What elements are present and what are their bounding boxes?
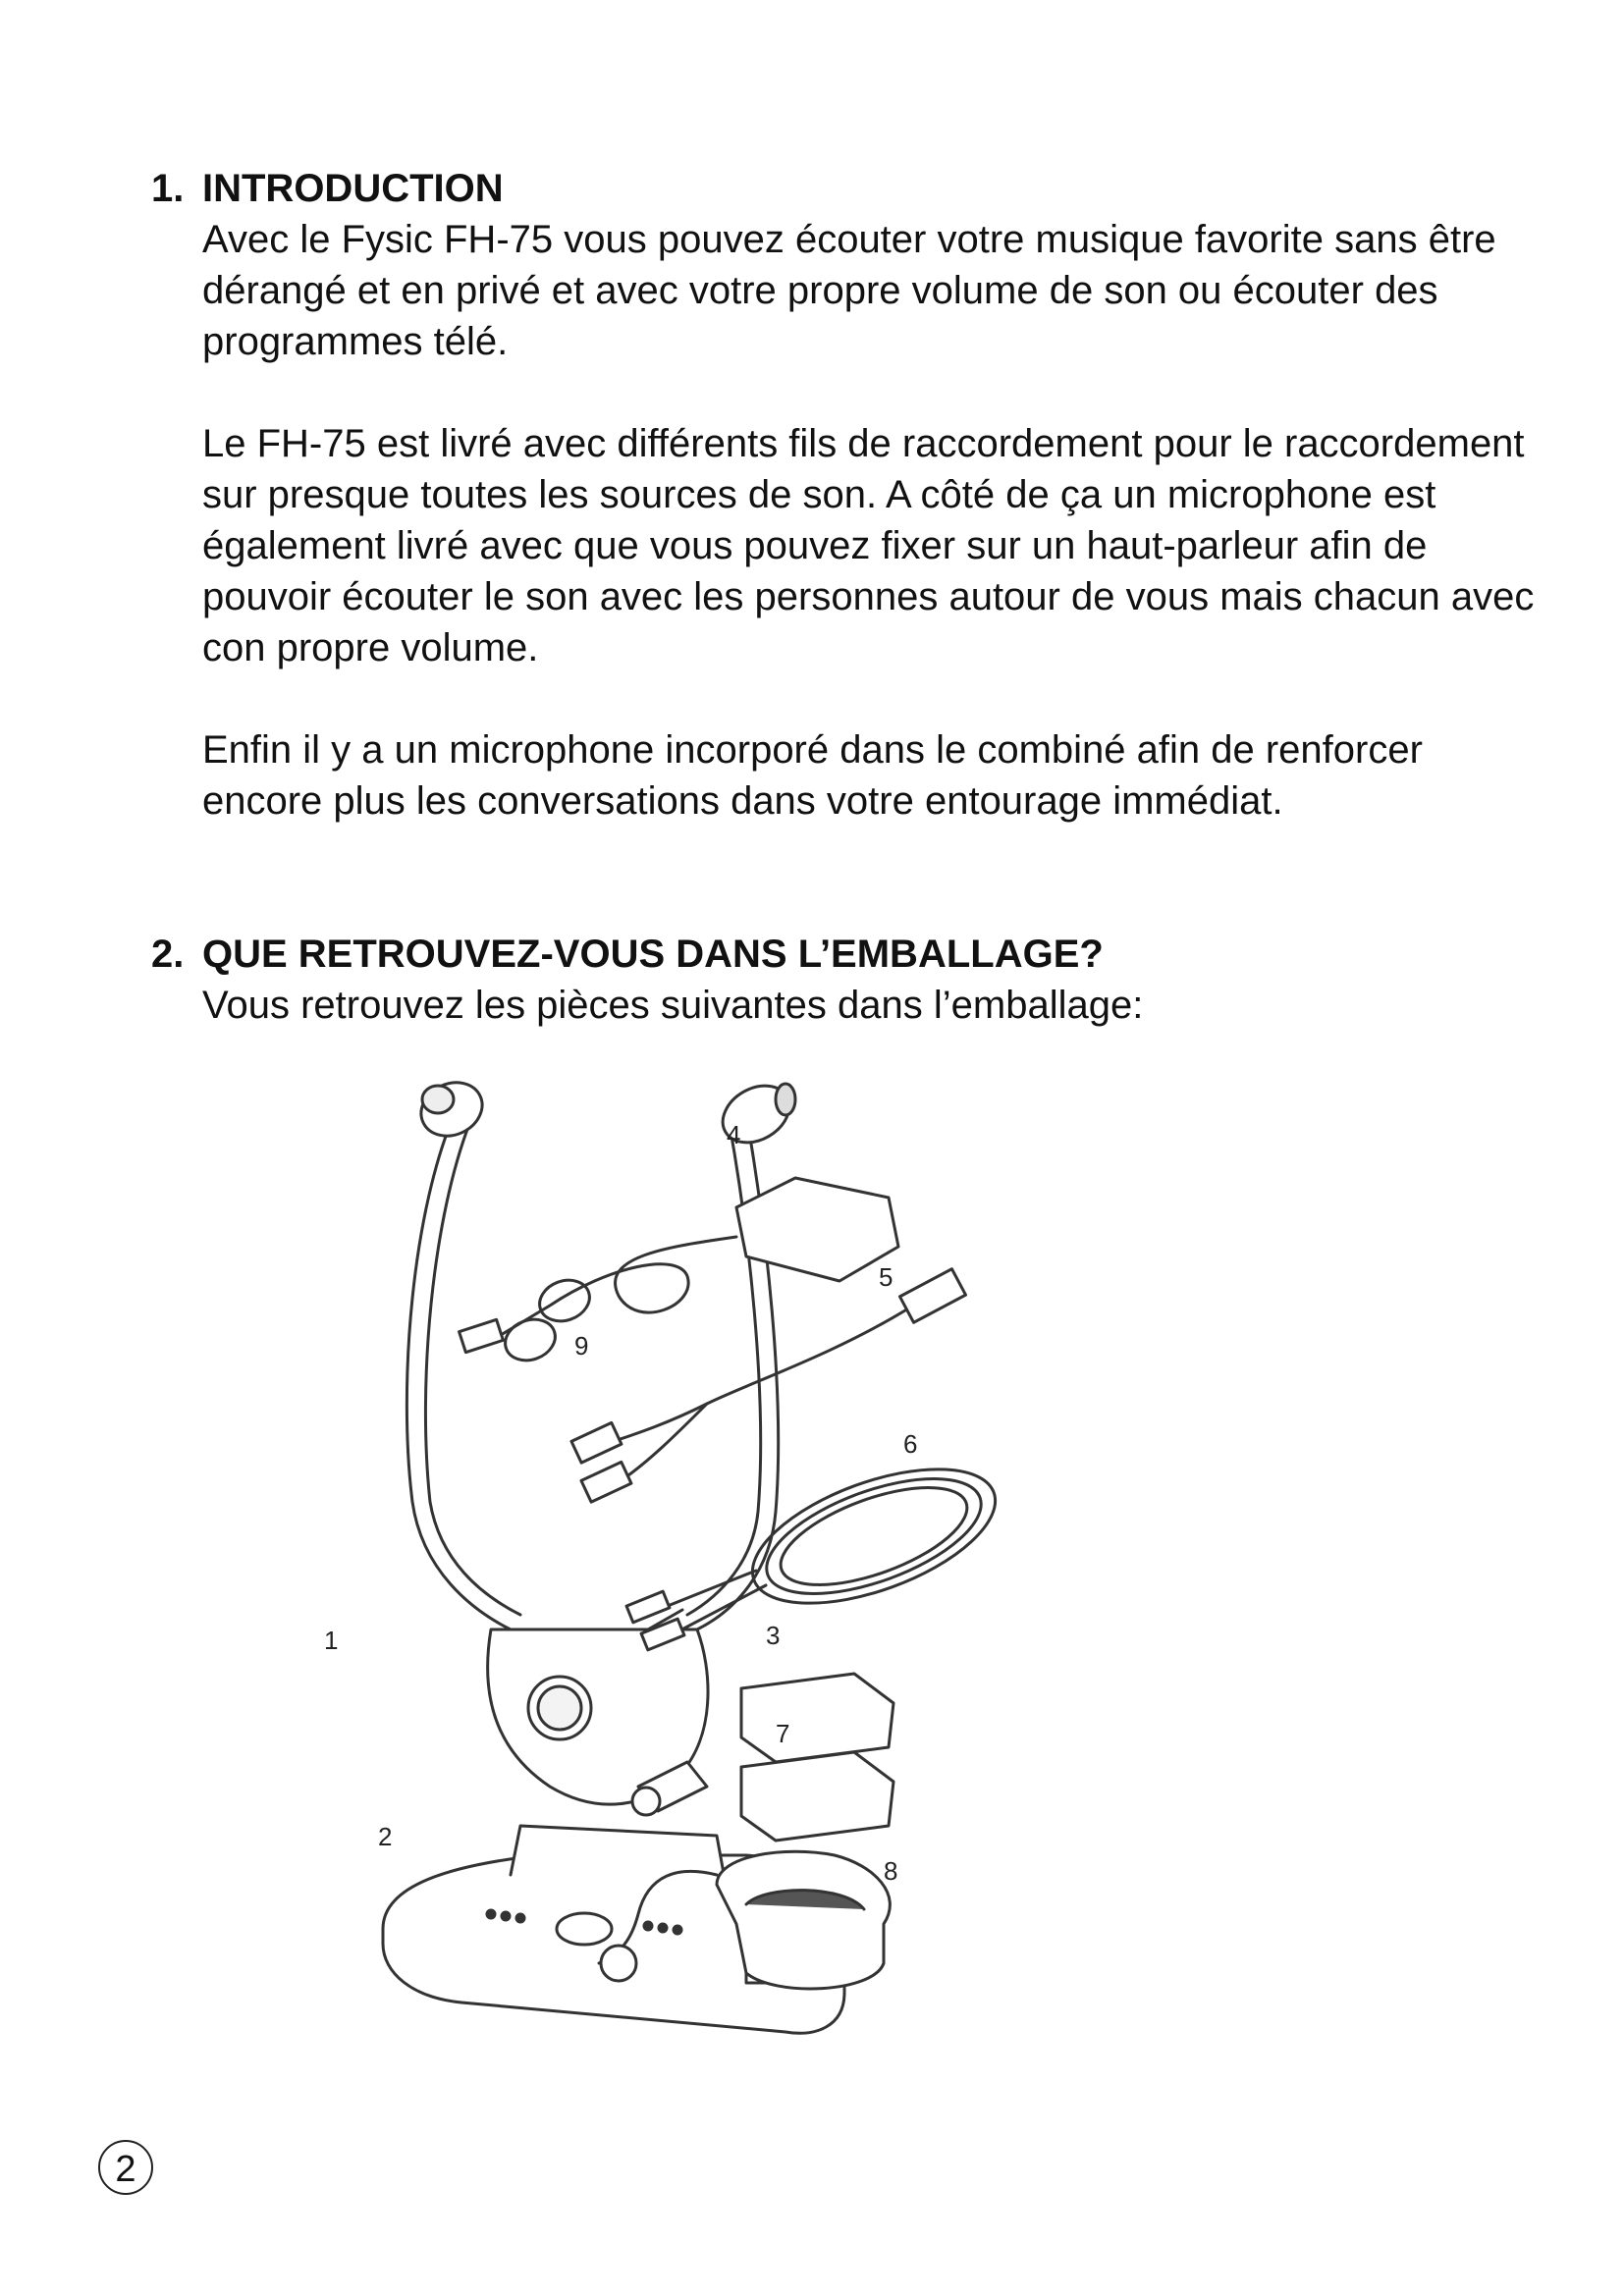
section-package-contents [151,929,1526,1031]
paragraph: Vous retrouvez les pièces suivantes dans l’emballage: [202,984,1144,1027]
paragraph: Enfin il y a un microphone incorporé dans le combiné afin de renforcer encore plus les conversations dans votre entourage immédiat. [202,728,1423,823]
package-contents-illustration [324,1060,1306,2081]
rca-cable-label: 5 [879,1262,893,1292]
section-number: 2. [151,933,185,976]
page-number: 2 [98,2140,153,2195]
rca-cable-illustration [571,1269,966,1503]
paragraph: Avec le Fysic FH-75 vous pouvez écouter votre musique favorite sans être dérangé et en privé et avec votre propre volume de son ou écouter des programmes télé. [202,218,1496,363]
section-body [202,214,1538,827]
jack-adapter-label: 7 [776,1719,790,1748]
section-title: INTRODUCTION [202,167,504,210]
paragraph: Le FH-75 est livré avec différents fils de raccordement pour le raccordement sur presque toutes les sources de son. A côté de ça un microphone est également livré avec que vous pouvez fixer sur un haut-parleur afin de pouvoir écouter le son avec les personnes autour de vous mais chacun avec con propre volume. [202,422,1535,669]
section-heading [151,929,1526,980]
base-label: 2 [378,1822,393,1851]
section-title: QUE RETROUVEZ-VOUS DANS L’EMBALLAGE? [202,933,1104,976]
ear-tips-label: 9 [574,1331,589,1361]
adapter-label: 4 [727,1120,741,1149]
section-body [202,980,1538,1031]
section-heading [151,163,1526,214]
section-number: 1. [151,167,185,210]
microphone-label: 8 [884,1856,898,1886]
audio-cable-illustration [626,1442,1012,1650]
headset-label: 1 [324,1626,339,1655]
batteries-illustration [741,1674,893,1841]
audio-cable-label: 6 [903,1429,918,1459]
section-introduction [151,163,1535,827]
batteries-label: 3 [766,1621,781,1650]
